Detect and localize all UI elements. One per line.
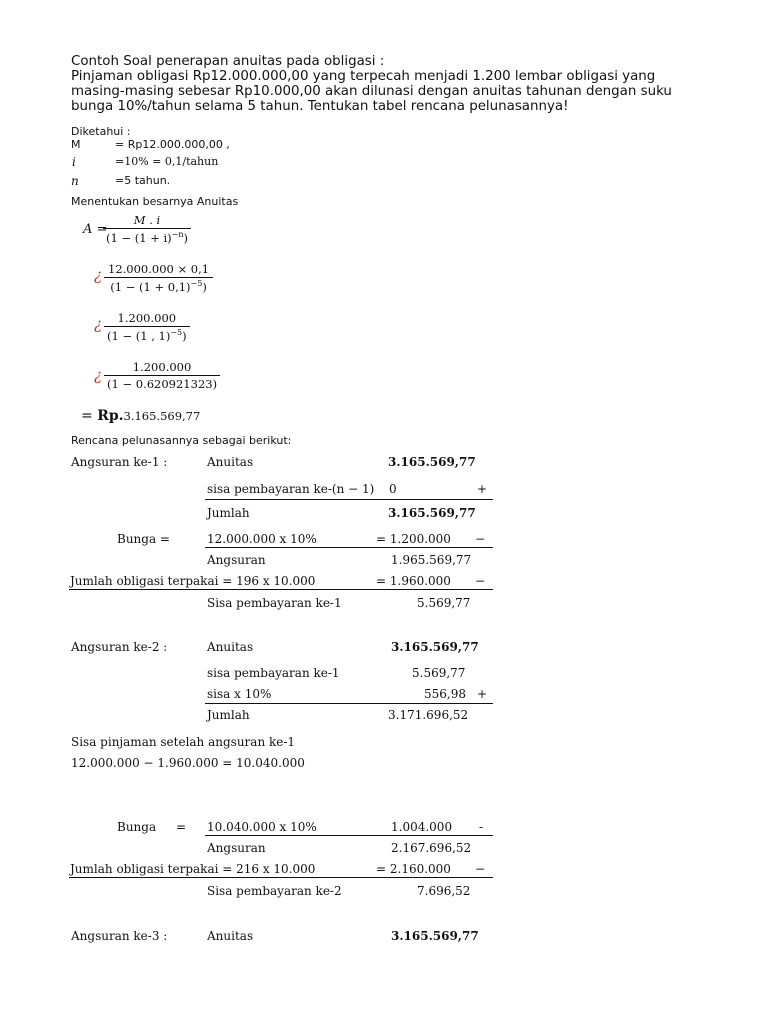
ang2-angsuran-label: Angsuran <box>207 841 266 855</box>
formula-step-2-numerator: 1.200.000 <box>117 311 177 325</box>
ang3-anuitas-value: 3.165.569,77 <box>391 929 479 943</box>
step-glyph: ¿ <box>94 315 103 333</box>
plus-sign: + <box>477 482 488 496</box>
problem-text-line: Pinjaman obligasi Rp12.000.000,00 yang terpecah menjadi 1.200 lembar obligasi yang <box>71 69 656 84</box>
ang2-obligasi-label: Jumlah obligasi terpakai = 216 x 10.000 <box>70 862 316 876</box>
ang1-bunga-label: Bunga = <box>117 532 170 546</box>
ang1-sisa-bayar-value: 5.569,77 <box>417 596 471 610</box>
problem-heading: Contoh Soal penerapan anuitas pada obligasi : <box>71 54 385 69</box>
formula-general <box>103 213 191 245</box>
minus-sign: − <box>475 574 486 588</box>
ang2-bunga-expr: 10.040.000 x 10% <box>207 820 317 834</box>
given-title: Diketahui : <box>71 125 131 138</box>
ang2-sisa-bayar-label: Sisa pembayaran ke-2 <box>207 884 342 898</box>
angsuran-2-label: Angsuran ke-2 : <box>71 640 168 654</box>
anuitas-lhs: A = <box>83 222 108 237</box>
formula-step-1-numerator: 12.000.000 × 0,1 <box>108 262 210 276</box>
ang2-angsuran-value: 2.167.696,52 <box>391 841 472 855</box>
sum-line <box>69 589 493 590</box>
plus-sign: + <box>477 687 488 701</box>
sisa-pinjaman-calculation: 12.000.000 − 1.960.000 = 10.040.000 <box>71 756 305 770</box>
ang2-jumlah-value: 3.171.696,52 <box>388 708 469 722</box>
ang2-obligasi-value: = 2.160.000 <box>376 862 451 876</box>
ang2-sisa-bayar-value: 7.696,52 <box>417 884 471 898</box>
formula-general-numerator: M . i <box>133 213 161 227</box>
given-n-value: =5 tahun. <box>115 174 171 187</box>
given-m-label: M <box>71 138 81 151</box>
formula-step-2 <box>104 311 190 343</box>
ang1-bunga-expr: 12.000.000 x 10% <box>207 532 317 546</box>
formula-step-3-denominator: (1 − 0.620921323) <box>107 377 218 391</box>
ang2-anuitas-label: Anuitas <box>207 640 254 654</box>
sum-line <box>205 835 493 836</box>
sum-line <box>205 547 493 548</box>
angsuran-1-label: Angsuran ke-1 : <box>71 455 168 469</box>
given-m-value: = Rp12.000.000,00 , <box>115 138 230 151</box>
formula-general-denominator: $(1 - (1 + i)^{-n})$ <box>106 230 189 245</box>
ang1-sisa-label: sisa pembayaran ke-(n − 1) <box>207 482 375 496</box>
problem-text-line: bunga 10%/tahun selama 5 tahun. Tentukan tabel rencana pelunasannya! <box>71 99 569 114</box>
anuitas-title: Menentukan besarnya Anuitas <box>71 195 239 208</box>
plan-title: Rencana pelunasannya sebagai berikut: <box>71 434 292 447</box>
sum-line <box>205 703 493 704</box>
minus-sign: − <box>475 862 486 876</box>
ang1-anuitas-value: 3.165.569,77 <box>388 455 476 469</box>
ang2-bunga-value: 1.004.000 <box>391 820 453 834</box>
anuitas-result: = Rp.3.165.569,77 <box>81 408 201 424</box>
ang1-obligasi-label: Jumlah obligasi terpakai = 196 x 10.000 <box>70 574 316 588</box>
ang2-anuitas-value: 3.165.569,77 <box>391 640 479 654</box>
ang1-jumlah-label: Jumlah <box>207 506 250 520</box>
ang2-sisa10-label: sisa x 10% <box>207 687 272 701</box>
ang1-jumlah-value: 3.165.569,77 <box>388 506 476 520</box>
problem-text-line: masing-masing sebesar Rp10.000,00 akan dilunasi dengan anuitas tahunan dengan suku <box>71 84 672 99</box>
formula-step-3 <box>104 360 220 391</box>
ang1-angsuran-label: Angsuran <box>207 553 266 567</box>
step-glyph: ¿ <box>94 266 103 284</box>
angsuran-3-label: Angsuran ke-3 : <box>71 929 168 943</box>
ang3-anuitas-label: Anuitas <box>207 929 254 943</box>
ang1-sisa-value: 0 <box>389 482 397 496</box>
formula-step-3-numerator: 1.200.000 <box>132 360 192 374</box>
given-i-label: i <box>72 155 76 169</box>
ang1-anuitas-label: Anuitas <box>207 455 254 469</box>
ang1-sisa-bayar-label: Sisa pembayaran ke-1 <box>207 596 342 610</box>
formula-step-2-denominator: (1 − (1 , 1)$^{-5}$) <box>107 328 187 343</box>
formula-step-1 <box>104 262 213 294</box>
ang2-sisa-label: sisa pembayaran ke-1 <box>207 666 340 680</box>
given-i-value: =10% = 0,1/tahun <box>115 155 219 168</box>
ang1-obligasi-value: = 1.960.000 <box>376 574 451 588</box>
ang2-jumlah-label: Jumlah <box>207 708 250 722</box>
ang2-bunga-label: Bunga <box>117 820 157 834</box>
ang2-sisa-value: 5.569,77 <box>412 666 466 680</box>
formula-step-1-denominator: $(1 - (1 + 0,1)^{-5})$ <box>110 279 207 294</box>
ang2-bunga-eq: = <box>176 820 187 834</box>
minus-sign: − <box>475 532 486 546</box>
sum-line <box>205 499 493 500</box>
sum-line <box>69 877 493 878</box>
ang1-angsuran-value: 1.965.569,77 <box>391 553 472 567</box>
given-n-label: n <box>71 174 79 188</box>
sisa-pinjaman-title: Sisa pinjaman setelah angsuran ke-1 <box>71 735 296 749</box>
ang1-bunga-value: = 1.200.000 <box>376 532 451 546</box>
step-glyph: ¿ <box>94 366 103 384</box>
ang2-sisa10-value: 556,98 <box>424 687 466 701</box>
dash-sign: - <box>479 820 484 834</box>
